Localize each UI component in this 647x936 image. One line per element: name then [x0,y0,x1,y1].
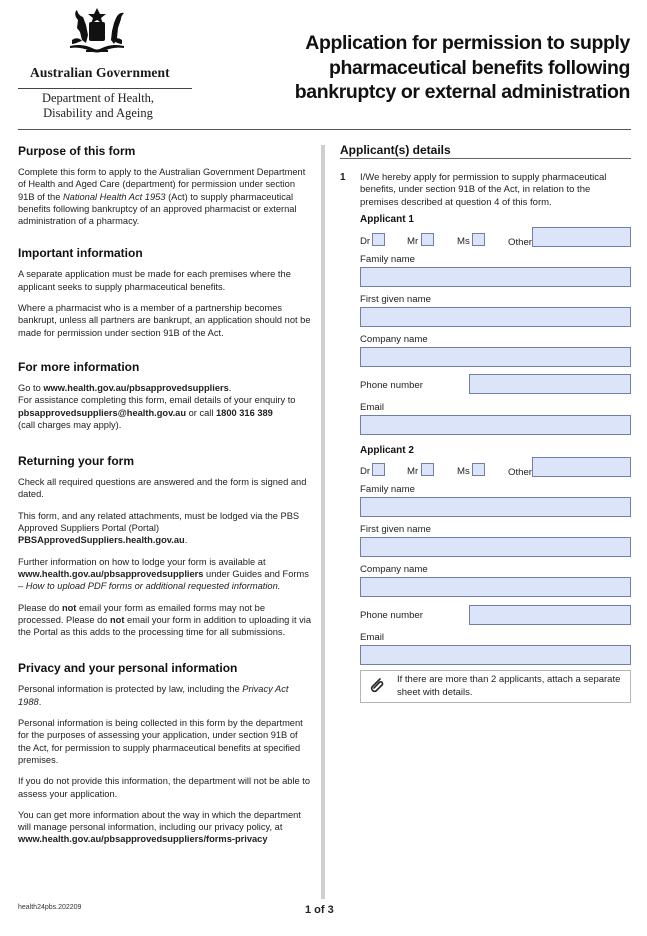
coat-of-arms-icon [62,6,132,60]
applicant-2-heading: Applicant 2 [360,445,414,456]
purpose-heading: Purpose of this form [18,144,136,158]
more-info-heading: For more information [18,359,140,374]
applicant-2-family-name-label: Family name [360,484,415,495]
paperclip-icon [368,676,386,696]
applicant-1-family-name-label: Family name [360,254,415,265]
returning-text-1: Check all required questions are answered and the form is signed and dated. [18,477,307,500]
privacy-text-4: You can get more information about the way in which the department will manage personal information, including our privacy policy, at www.health.gov.au/pbsapprovedsuppliers/forms-privacy [18,809,301,845]
department-line-2: Disability and Ageing [43,106,153,120]
column-divider [321,145,325,899]
applicant-2-ms-checkbox[interactable] [472,463,485,476]
applicant-1-dr-label: Dr [360,236,371,247]
logo-divider [18,88,192,89]
applicant-2-email-label: Email [360,632,384,643]
returning-text-3: Further information on how to lodge your form is available at www.health.gov.au/pbsapprovedsuppliers under Guides and Forms – How to upload PDF forms or additional requested information. [18,556,309,592]
privacy-text-1: Personal information is protected by law, including the Privacy Act 1988. [18,684,289,707]
applicant-2-family-name-field[interactable] [360,497,631,517]
form-code: health24pbs.202209 [18,904,82,911]
applicant-1-dr-checkbox[interactable] [372,233,385,246]
more-info-link[interactable]: www.health.gov.au/pbsapprovedsuppliers [43,382,229,393]
applicant-1-email-label: Email [360,402,384,413]
applicant-2-other-label: Other [508,467,532,478]
important-heading: Important information [18,246,143,261]
header-divider [18,129,631,130]
applicant-2-email-field[interactable] [360,645,631,665]
applicant-2-mr-checkbox[interactable] [421,463,434,476]
privacy-heading: Privacy and your personal information [18,661,238,676]
portal-link[interactable]: PBSApprovedSuppliers.health.gov.au [18,535,185,546]
support-email-link[interactable]: pbsapprovedsuppliers@health.gov.au [18,407,187,418]
privacy-text-3: If you do not provide this information, the department will not be able to assess your application. [18,776,310,799]
applicant-2-dr-checkbox[interactable] [372,463,385,476]
applicant-2-phone-label: Phone number [360,610,423,621]
support-phone: 1800 316 389 [215,407,273,418]
applicant-1-first-name-label: First given name [360,294,431,305]
department-line-1: Department of Health, [41,91,155,105]
purpose-text: Complete this form to apply to the Australian Government Department of Health and Aged Care (department) for permission under section 91B of the National Health Act 1953 (Act) to supply pharmaceutical benefits following bankruptcy of an approved pharmacist or external administration of a pharmacy. [18,167,306,227]
applicant-2-company-label: Company name [360,564,428,575]
applicant-1-email-field[interactable] [360,415,631,435]
applicant-1-family-name-field[interactable] [360,267,631,287]
title-line-2: pharmaceutical benefits following [328,56,630,79]
important-text-1: A separate application must be made for each premises where the applicant seeks to supply pharmaceutical benefits. [18,269,291,292]
returning-heading: Returning your form [18,454,134,469]
applicant-1-first-name-field[interactable] [360,307,631,327]
applicant-1-company-label: Company name [360,334,428,345]
title-line-1: Application for permission to supply [305,32,630,54]
applicant-details-divider [340,158,631,159]
applicant-1-other-title-field[interactable] [532,227,631,247]
applicant-1-mr-checkbox[interactable] [421,233,434,246]
returning-text-2: This form, and any related attachments, must be lodged via the PBS Approved Suppliers Portal (Portal) PBSApprovedSuppliers.health.gov.au. [18,510,300,546]
applicant-1-mr-label: Mr [407,236,419,247]
applicant-1-heading: Applicant 1 [360,214,414,225]
question-text: I/We hereby apply for permission to supply pharmaceutical benefits, under section 91B of the Act, in relation to the premises described at question 4 of this form. [360,172,607,208]
page-number: 1 of 3 [305,904,334,916]
privacy-policy-link[interactable]: www.health.gov.au/pbsapprovedsuppliers/forms-privacy [18,834,268,845]
applicant-1-phone-field[interactable] [469,374,631,394]
government-name: Australian Government [30,65,170,80]
applicant-2-ms-label: Ms [457,466,470,477]
lodge-info-link[interactable]: www.health.gov.au/pbsapprovedsuppliers [18,568,204,579]
privacy-text-2: Personal information is being collected in this form by the department for the purposes of assessing your application, under section 91B of the Act, for permission to supply pharmaceutical benefits at specified premises. [18,718,303,765]
applicant-2-first-name-field[interactable] [360,537,631,557]
applicant-1-company-field[interactable] [360,347,631,367]
applicant-2-phone-field[interactable] [469,605,631,625]
applicant-1-other-label: Other [508,237,532,248]
more-info-text: Go to www.health.gov.au/pbsapprovedsuppliers. For assistance completing this form, email details of your enquiry to pbsapprovedsuppliers@health.gov.au or call 1800 316 389 (call charges may apply). [18,382,296,430]
applicant-1-phone-label: Phone number [360,380,423,391]
applicant-1-ms-label: Ms [457,236,470,247]
returning-text-4: Please do not email your form as emailed forms may not be processed. Please do not email your form in addition to uploading it via the Portal as this adds to the processing time for all submissions. [18,602,312,638]
applicant-2-dr-label: Dr [360,466,371,477]
applicant-1-ms-checkbox[interactable] [472,233,485,246]
title-line-3: bankruptcy or external administration [294,81,630,103]
question-number: 1 [340,172,346,183]
department-name [20,91,176,121]
applicant-details-heading: Applicant(s) details [340,143,451,157]
applicant-2-company-field[interactable] [360,577,631,597]
applicant-2-other-title-field[interactable] [532,457,631,477]
applicant-2-mr-label: Mr [407,466,419,477]
information-column [18,144,312,846]
attach-note-text: If there are more than 2 applicants, attach a separate sheet with details. [397,674,621,698]
applicant-2-first-name-label: First given name [360,524,431,535]
form-title [250,31,630,105]
important-text-2: Where a pharmacist who is a member of a partnership becomes bankrupt, unless all partners are bankrupt, an application should not be made for permission under section 91B of the Act. [18,303,311,338]
